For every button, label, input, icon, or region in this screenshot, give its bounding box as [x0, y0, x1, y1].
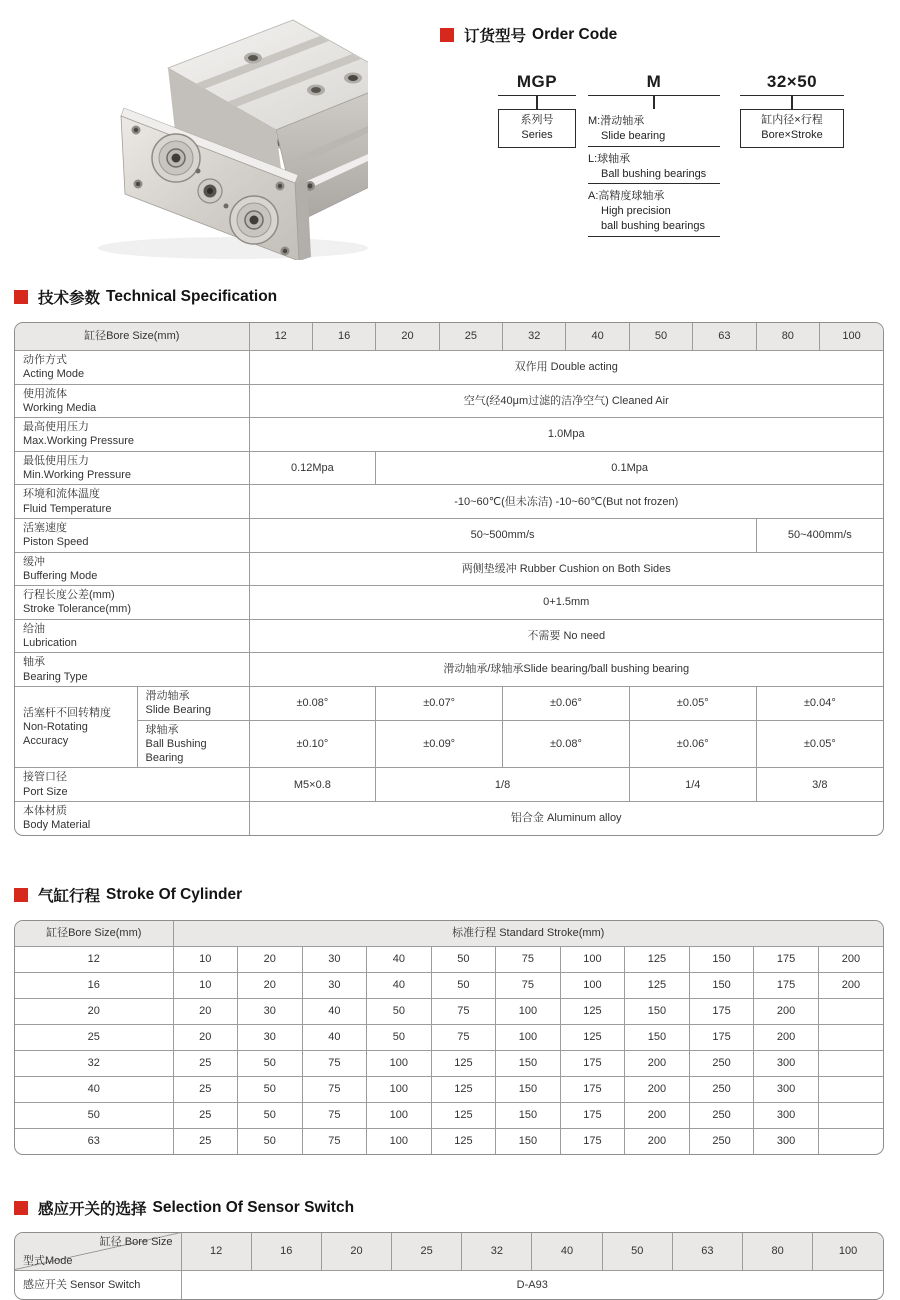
order-code-diagram	[440, 72, 892, 258]
stroke-cell: 125	[431, 1102, 496, 1128]
top-section	[0, 0, 900, 272]
red-square-icon	[440, 28, 454, 42]
stroke-cell: 200	[625, 1102, 690, 1128]
spec-table-wrap	[14, 322, 884, 836]
stroke-cell: 200	[754, 998, 819, 1024]
bore-box-en: Bore×Stroke	[761, 129, 823, 142]
spec-cell: 100	[820, 323, 883, 351]
stroke-bore-cell: 32	[15, 1050, 173, 1076]
stroke-cell: 200	[754, 1024, 819, 1050]
spec-cell: 球轴承 Ball Bushing Bearing	[137, 720, 249, 768]
stroke-cell: 50	[367, 1024, 432, 1050]
spec-cell: 32	[503, 323, 566, 351]
stroke-cell: 20	[173, 998, 238, 1024]
stroke-cell: 30	[302, 972, 367, 998]
spec-heading	[14, 286, 900, 308]
bearing-option-a: A:高精度球轴承 High precision ball bushing bearings	[588, 189, 720, 237]
stroke-cell: 125	[560, 1024, 625, 1050]
stroke-cell: 150	[496, 1050, 561, 1076]
spec-cell: ±0.07°	[376, 686, 503, 720]
stroke-cell: 250	[689, 1050, 754, 1076]
sensor-heading-en: Selection Of Sensor Switch	[152, 1198, 355, 1216]
stroke-cell: 150	[496, 1102, 561, 1128]
order-code-series-column	[498, 72, 576, 148]
spec-cell: ±0.06°	[503, 686, 630, 720]
stroke-bore-cell: 25	[15, 1024, 173, 1050]
stroke-cell: 50	[431, 946, 496, 972]
order-code-heading-en: Order Code	[532, 26, 618, 43]
stroke-cell: 100	[496, 998, 561, 1024]
stroke-table-wrap	[14, 920, 884, 1155]
sensor-row-label: 感应开关 Sensor Switch	[15, 1271, 181, 1300]
stroke-cell: 200	[625, 1128, 690, 1154]
sensor-corner-cell: 缸径 Bore Size 型式Mode	[15, 1233, 181, 1271]
stroke-heading	[14, 884, 900, 906]
stroke-bore-cell: 50	[15, 1102, 173, 1128]
stroke-table	[15, 921, 883, 1154]
stroke-cell: 150	[689, 972, 754, 998]
spec-cell: 两侧垫缓冲 Rubber Cushion on Both Sides	[249, 552, 883, 586]
spec-cell: 50	[629, 323, 692, 351]
stroke-cell: 40	[302, 1024, 367, 1050]
spec-cell: 3/8	[756, 768, 883, 802]
spec-cell: 1/4	[629, 768, 756, 802]
stroke-cell: 125	[625, 972, 690, 998]
stroke-cell	[818, 1076, 883, 1102]
spec-cell: 最高使用压力 Max.Working Pressure	[15, 418, 249, 452]
stroke-cell: 300	[754, 1128, 819, 1154]
spec-cell: 接管口径 Port Size	[15, 768, 249, 802]
stroke-cell: 50	[238, 1128, 303, 1154]
spec-heading-en: Technical Specification	[106, 288, 278, 305]
spec-cell: 50~500mm/s	[249, 518, 756, 552]
order-code-bore-column	[740, 72, 844, 148]
spec-header-label: 缸径Bore Size(mm)	[15, 323, 249, 351]
stroke-cell: 75	[431, 1024, 496, 1050]
spec-cell: 活塞速度 Piston Speed	[15, 518, 249, 552]
spec-cell: 16	[312, 323, 375, 351]
red-square-icon	[14, 888, 28, 902]
stroke-cell: 50	[238, 1102, 303, 1128]
stroke-cell: 150	[625, 1024, 690, 1050]
spec-cell: ±0.09°	[376, 720, 503, 768]
bore-box-cn: 缸内径×行程	[761, 114, 823, 126]
stroke-cell: 175	[560, 1050, 625, 1076]
stroke-cell: 75	[302, 1050, 367, 1076]
stroke-cell: 40	[367, 972, 432, 998]
sensor-bore-header: 20	[321, 1233, 391, 1271]
spec-cell: 最低使用压力 Min.Working Pressure	[15, 451, 249, 485]
stroke-cell: 100	[560, 946, 625, 972]
stroke-cell: 75	[496, 972, 561, 998]
stroke-cell: 25	[173, 1076, 238, 1102]
stroke-cell: 30	[238, 1024, 303, 1050]
stroke-cell: 150	[496, 1128, 561, 1154]
stroke-cell: 125	[560, 998, 625, 1024]
spec-cell: ±0.04°	[756, 686, 883, 720]
stroke-cell: 200	[818, 946, 883, 972]
stroke-bore-header: 缸径Bore Size(mm)	[15, 921, 173, 947]
sensor-value-cell: D-A93	[181, 1271, 883, 1300]
stroke-cell: 25	[173, 1050, 238, 1076]
bearing-code: M	[588, 72, 720, 96]
stroke-cell: 75	[431, 998, 496, 1024]
sensor-bore-header: 100	[813, 1233, 883, 1271]
spec-cell: 双作用 Double acting	[249, 351, 883, 385]
stroke-cell: 75	[496, 946, 561, 972]
sensor-bore-header: 12	[181, 1233, 251, 1271]
sensor-bore-header: 32	[462, 1233, 532, 1271]
stroke-cell: 150	[689, 946, 754, 972]
spec-cell: 动作方式 Acting Mode	[15, 351, 249, 385]
stroke-cell: 200	[625, 1076, 690, 1102]
stroke-cell: 30	[302, 946, 367, 972]
sensor-heading-cn: 感应开关的选择	[38, 1200, 147, 1218]
stroke-cell: 250	[689, 1128, 754, 1154]
stroke-cell: 150	[496, 1076, 561, 1102]
spec-cell: 40	[566, 323, 629, 351]
series-code: MGP	[498, 72, 576, 96]
bore-stroke-code: 32×50	[740, 72, 844, 96]
stroke-cell	[818, 1102, 883, 1128]
stroke-cell: 10	[173, 972, 238, 998]
stroke-cell: 50	[431, 972, 496, 998]
spec-cell: M5×0.8	[249, 768, 376, 802]
bore-stroke-box	[740, 109, 844, 148]
bearing-option-m: M:滑动轴承 Slide bearing	[588, 114, 720, 147]
sensor-table	[15, 1233, 883, 1300]
stroke-cell: 175	[689, 998, 754, 1024]
sensor-bore-header: 16	[251, 1233, 321, 1271]
stroke-cell: 100	[367, 1128, 432, 1154]
spec-cell: ±0.05°	[629, 686, 756, 720]
spec-cell: 铝合金 Aluminum alloy	[249, 802, 883, 835]
spec-cell: 行程长度公差(mm) Stroke Tolerance(mm)	[15, 586, 249, 620]
stroke-cell: 40	[367, 946, 432, 972]
stroke-heading-en: Stroke Of Cylinder	[106, 885, 243, 903]
sensor-bore-header: 25	[392, 1233, 462, 1271]
spec-cell: 20	[376, 323, 439, 351]
spec-cell: 滑动轴承/球轴承Slide bearing/ball bushing bearing	[249, 653, 883, 687]
stroke-cell: 300	[754, 1050, 819, 1076]
stroke-cell: 100	[560, 972, 625, 998]
spec-cell: 25	[439, 323, 502, 351]
spec-cell: 环境和流体温度 Fluid Temperature	[15, 485, 249, 519]
stroke-cell: 100	[496, 1024, 561, 1050]
sensor-bore-header: 63	[672, 1233, 742, 1271]
stroke-cell: 40	[302, 998, 367, 1024]
red-square-icon	[14, 1201, 28, 1215]
spec-cell: 轴承 Bearing Type	[15, 653, 249, 687]
stroke-cell: 300	[754, 1102, 819, 1128]
stroke-cell: 50	[238, 1050, 303, 1076]
stroke-cell: 75	[302, 1128, 367, 1154]
stroke-cell: 250	[689, 1076, 754, 1102]
stroke-cell: 200	[818, 972, 883, 998]
spec-cell: 80	[756, 323, 819, 351]
stroke-cell	[818, 998, 883, 1024]
order-code-bearing-column	[588, 72, 720, 242]
stroke-cell: 10	[173, 946, 238, 972]
spec-table	[15, 323, 883, 835]
stroke-cell: 125	[431, 1076, 496, 1102]
stroke-cell: 200	[625, 1050, 690, 1076]
connector-line	[653, 96, 655, 109]
stroke-bore-cell: 20	[15, 998, 173, 1024]
stroke-cell: 50	[238, 1076, 303, 1102]
spec-heading-cn: 技术参数	[38, 290, 101, 307]
spec-cell: 空气(经40μm过滤的洁净空气) Cleaned Air	[249, 384, 883, 418]
spec-cell: 12	[249, 323, 312, 351]
stroke-cell: 250	[689, 1102, 754, 1128]
stroke-cell: 20	[238, 972, 303, 998]
spec-cell: 63	[693, 323, 756, 351]
spec-cell: 0.1Mpa	[376, 451, 883, 485]
stroke-cell: 50	[367, 998, 432, 1024]
stroke-cell: 100	[367, 1076, 432, 1102]
stroke-cell: 175	[560, 1076, 625, 1102]
series-box	[498, 109, 576, 148]
order-code-heading	[440, 24, 892, 46]
stroke-cell	[818, 1050, 883, 1076]
stroke-cell: 100	[367, 1050, 432, 1076]
sensor-heading	[14, 1197, 900, 1219]
spec-cell: 0.12Mpa	[249, 451, 376, 485]
stroke-cell: 30	[238, 998, 303, 1024]
spec-cell: 50~400mm/s	[756, 518, 883, 552]
stroke-heading-cn: 气缸行程	[38, 887, 101, 905]
stroke-cell: 175	[689, 1024, 754, 1050]
spec-cell: ±0.08°	[503, 720, 630, 768]
spec-cell: 本体材质 Body Material	[15, 802, 249, 835]
stroke-cell: 25	[173, 1128, 238, 1154]
sensor-bore-header: 40	[532, 1233, 602, 1271]
stroke-cell	[818, 1024, 883, 1050]
spec-cell: 给油 Lubrication	[15, 619, 249, 653]
stroke-cell	[818, 1128, 883, 1154]
connector-line	[536, 96, 538, 109]
stroke-cell: 20	[238, 946, 303, 972]
stroke-cell: 175	[754, 946, 819, 972]
stroke-cell: 125	[431, 1128, 496, 1154]
stroke-cell: 75	[302, 1076, 367, 1102]
stroke-bore-cell: 16	[15, 972, 173, 998]
spec-cell: 缓冲 Buffering Mode	[15, 552, 249, 586]
spec-cell: 活塞杆不回转精度 Non-Rotating Accuracy	[15, 686, 137, 767]
bearing-option-l: L:球轴承 Ball bushing bearings	[588, 152, 720, 185]
sensor-bore-header: 50	[602, 1233, 672, 1271]
stroke-cell: 150	[625, 998, 690, 1024]
series-box-cn: 系列号	[520, 114, 554, 126]
cylinder-illustration	[48, 8, 368, 260]
series-box-en: Series	[521, 129, 553, 142]
sensor-bore-header: 80	[743, 1233, 813, 1271]
stroke-bore-cell: 12	[15, 946, 173, 972]
spec-cell: ±0.10°	[249, 720, 376, 768]
spec-cell: 1.0Mpa	[249, 418, 883, 452]
stroke-cell: 75	[302, 1102, 367, 1128]
stroke-cell: 175	[754, 972, 819, 998]
connector-line	[791, 96, 793, 109]
stroke-cell: 300	[754, 1076, 819, 1102]
stroke-cell: 20	[173, 1024, 238, 1050]
spec-cell: 0+1.5mm	[249, 586, 883, 620]
spec-cell: 不需要 No need	[249, 619, 883, 653]
stroke-cell: 125	[625, 946, 690, 972]
order-code-heading-cn: 订货型号	[464, 28, 527, 45]
spec-cell: ±0.08°	[249, 686, 376, 720]
stroke-cell: 100	[367, 1102, 432, 1128]
sensor-table-wrap	[14, 1232, 884, 1300]
spec-cell: 1/8	[376, 768, 630, 802]
spec-cell: 使用流体 Working Media	[15, 384, 249, 418]
stroke-bore-cell: 40	[15, 1076, 173, 1102]
spec-cell: ±0.06°	[629, 720, 756, 768]
red-square-icon	[14, 290, 28, 304]
stroke-cell: 125	[431, 1050, 496, 1076]
spec-cell: ±0.05°	[756, 720, 883, 768]
spec-cell: 滑动轴承 Slide Bearing	[137, 686, 249, 720]
stroke-cell: 25	[173, 1102, 238, 1128]
stroke-cell: 175	[560, 1102, 625, 1128]
stroke-cell: 175	[560, 1128, 625, 1154]
product-photo	[48, 8, 368, 260]
spec-cell: -10~60℃(但未冻洁) -10~60℃(But not frozen)	[249, 485, 883, 519]
order-code-section	[440, 24, 892, 258]
stroke-standard-header: 标准行程 Standard Stroke(mm)	[173, 921, 883, 947]
stroke-bore-cell: 63	[15, 1128, 173, 1154]
